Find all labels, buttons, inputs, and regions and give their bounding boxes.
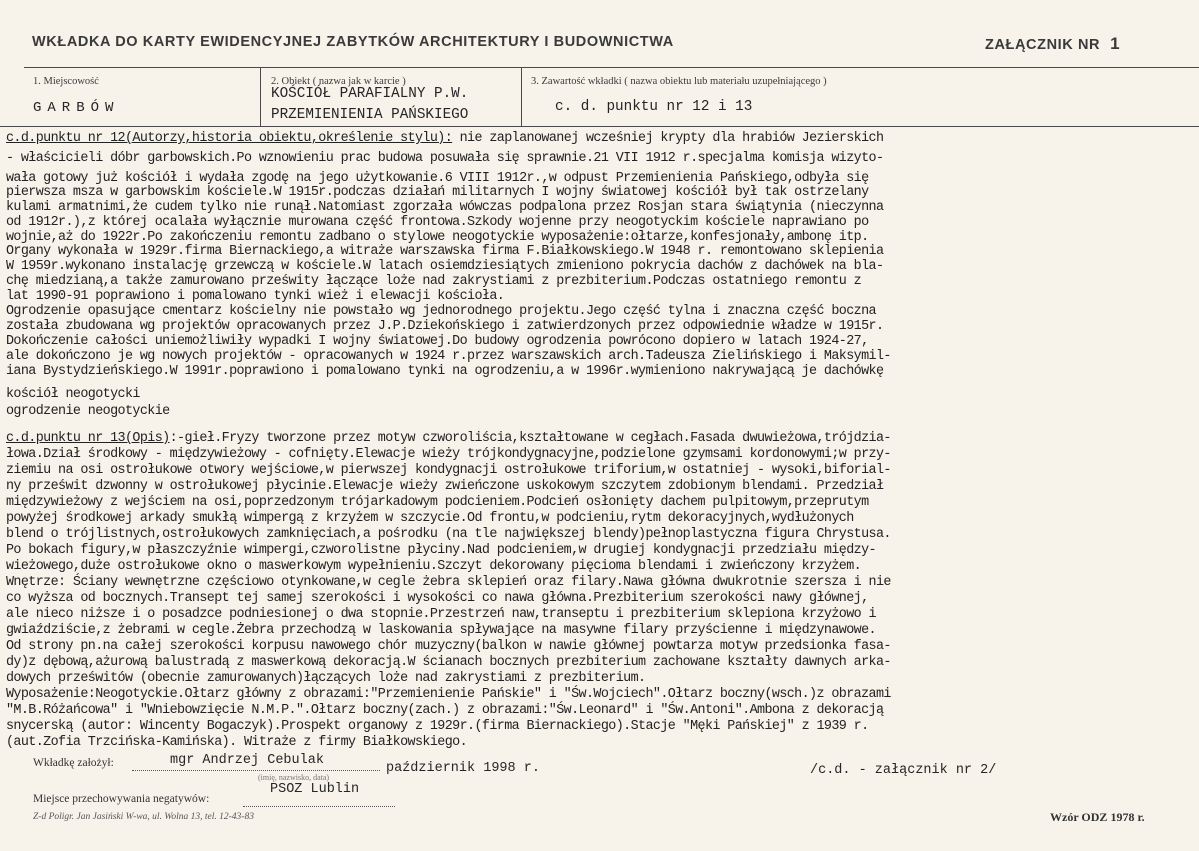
section12-line: pierwsza msza w garbowskim kościele.W 1915r.podczas działań militarnych I wojny światowej kościół był tak ostrzelany xyxy=(6,185,869,200)
object-label: 2. Obiekt ( nazwa jak w karcie ) xyxy=(271,76,406,87)
section12-line: iana Bystydzieńskiego.W 1991r.poprawiono i pomalowano tynki na ogrodzeniu,a w 1996r.wymieniono nakrywającą je dachówkę xyxy=(6,364,884,379)
founder-value: mgr Andrzej Cebulak xyxy=(170,753,324,768)
section12-line: ale dokończono je wg nowych projektów - opracowanych w 1924 r.przez warszawskich arch.Tadeusza Zielińskiego i Maksymil- xyxy=(6,349,891,364)
divider-top xyxy=(24,67,1199,68)
section12-line: chę miedzianą,a także zamurowano prześwity łączące loże nad zakrystiami z prezbiterium.Podczas ostatniego remontu z xyxy=(6,274,862,289)
founder-dotted-line xyxy=(132,770,380,771)
negatives-dotted-line xyxy=(243,806,395,807)
section12-line-0: nie zaplanowanej wcześniej krypty dla hrabiów Jezierskich xyxy=(452,131,884,146)
attachment-label xyxy=(985,34,1120,54)
section12-line: została zbudowana wg projektów opracowanych przez J.P.Dziekońskiego i zatwierdzonych przez odpowiednie władze w 1915r. xyxy=(6,319,884,334)
section12-line: W 1959r.wykonano instalację grzewczą w kościele.W latach osiemdziesiątych zmieniono pokrycia dachów z dachówek na bla- xyxy=(6,259,884,274)
section13-line-0: :-gieł.Fryzy tworzone przez motyw czworoliścia,kształtowane w cegłach.Fasada dwuwieżowa,trójdzia- xyxy=(169,431,891,446)
section12-heading: c.d.punktu nr 12(Autorzy,historia obiektu,określenie stylu): xyxy=(6,131,453,146)
section12-line: wała gotowy już kościół i wydała zgodę na jego użytkowanie.6 VIII 1912r.,w odpust Przemienienia Pańskiego,odbyła się xyxy=(6,171,869,186)
section12-line: kulami armatnimi,że cudem tylko nie runął.Natomiast zgorzała wówczas podpalona przez Rosjan stara świątynia (nieczynna xyxy=(6,200,884,215)
section13-line: Po bokach figury,w płaszczyźnie wimpergi,czworolistne płyciny.Nad podcieniem,w drugiej kondygnacji przedziału między- xyxy=(6,543,876,558)
style-note: ogrodzenie neogotyckie xyxy=(6,404,170,419)
section13-line: "M.B.Różańcowa" i "Wniebowzięcie N.M.P.".Ołtarz boczny(zach.) z obrazami:"Św.Leonard" i "Św.Antoni".Ambona z dekoracją xyxy=(6,703,884,718)
section13-line: łowa.Dział środkowy - międzywieżowy - cofnięty.Elewacje wieży trójkondygnacyjne,podzielone gzymsami kordonowymi;w przy- xyxy=(6,447,891,462)
section13-line: międzywieżowy z wejściem na osi,poprzedzonym trójarkadowym podcieniem.Podcień osłonięty dachem pulpitowym,przeprutym xyxy=(6,495,869,510)
section12-line: - właścicieli dóbr garbowskich.Po wznowieniu prac budowa posuwała się sprawnie.21 VII 1912 r.specjalma komisja wizyto- xyxy=(6,151,884,166)
section13-line: snycerską (autor: Wincenty Bogaczyk).Prospekt organowy z 1929r.(firma Biernackiego).Stacje "Męki Pańskiej" z 1939 r. xyxy=(6,719,869,734)
founder-caption: (imię, nazwisko, data) xyxy=(258,773,330,782)
section13-line: wieżowego,duże ostrołukowe okno o maswerkowym wypełnieniu.Szczyt dekorowany pięcioma blendami i zwieńczony krzyżem. xyxy=(6,559,862,574)
object-value-line2: PRZEMIENIENIA PAŃSKIEGO xyxy=(271,107,469,123)
founding-date: październik 1998 r. xyxy=(386,761,540,776)
printer-imprint: Z-d Poligr. Jan Jasiński W-wa, ul. Wolna 13, tel. 12-43-83 xyxy=(33,812,254,822)
style-note: kościół neogotycki xyxy=(6,387,140,402)
divider-field-2 xyxy=(521,67,522,126)
section13-line: dy)z dębową,ażurową balustradą z maswerkową dekoracją.W ścianach bocznych prezbiterium zachowane kształty dawnych arka- xyxy=(6,655,891,670)
negatives-value: PSOZ Lublin xyxy=(270,782,360,797)
divider-fields-bottom xyxy=(0,126,1199,127)
section12-line: od 1912r.),z której ocalała wyłącznie murowana część frontowa.Szkody wojenne przy neogotyckim kościele naprawiano po xyxy=(6,215,869,230)
section13-line: Wyposażenie:Neogotyckie.Ołtarz główny z obrazami:"Przemienienie Pańskie" i "Św.Wojciech".Ołtarz boczny(wsch.)z obrazami xyxy=(6,687,891,702)
section13-line: ziemiu na osi ostrołukowe otwory wejściowe,w pierwszej kondygnacji ostrołukowe triforium,w ostatniej - wysoki,biforial- xyxy=(6,463,891,478)
attachment-number: 1 xyxy=(1110,34,1121,53)
negatives-label: Miejsce przechowywania negatywów: xyxy=(33,793,210,805)
form-code: Wzór ODZ 1978 r. xyxy=(1050,810,1145,824)
content-label: 3. Zawartość wkładki ( nazwa obiektu lub materiału uzupełniającego ) xyxy=(531,76,827,87)
section13-line: co wyższa od bocznych.Transept tej samej szerokości i wysokości co nawa główna.Prezbiterium szerokości nawy głównej, xyxy=(6,591,869,606)
continuation-note: /c.d. - załącznik nr 2/ xyxy=(810,763,997,778)
section13-line: Od strony pn.na całej szerokości korpusu nawowego chór muzyczny(balkon w nawie głównej powtarza motyw przedsionka fasa- xyxy=(6,639,891,654)
place-value: GARBÓW xyxy=(33,100,120,116)
section13-line: gwiaździście,z żebrami w cegle.Żebra przechodzą w laskowania spływające na masywne filary przyścienne i międzynawowe. xyxy=(6,623,876,638)
founder-label: Wkładkę założył: xyxy=(33,757,114,769)
section12-line: Ogrodzenie opasujące cmentarz kościelny nie powstało wg jednorodnego projektu.Jego część tylna i znaczna część boczna xyxy=(6,304,876,319)
card-title: WKŁADKA DO KARTY EWIDENCYJNEJ ZABYTKÓW ARCHITEKTURY I BUDOWNICTWA xyxy=(32,34,674,50)
section13-line: ny prześwit dzwonny w ostrołukowej płycinie.Elewacje wieży zwieńczone uskokowym szczytem zdobionym blendami. Przedział xyxy=(6,479,884,494)
section13-line: blend o trójlistnych,ostrołukowych zamknięciach,a pośrodku (na tle największej blendy)pełnoplastyczna figura Chrystusa. xyxy=(6,527,891,542)
divider-field-1 xyxy=(260,67,261,126)
section12-line: Organy wykonała w 1929r.firma Biernackiego,a witraże warszawska firma F.Białkowskiego.W 1948 r. remontowano sklepienia xyxy=(6,244,884,259)
attachment-label-text: ZAŁĄCZNIK NR xyxy=(985,37,1101,53)
section12-line: lat 1990-91 poprawiono i pomalowano tynki wież i elewacji kościoła. xyxy=(6,289,505,304)
section13-line: dowych prześwitów (obecnie zamurowanych)łączących loże nad zakrystiami z prezbiterium. xyxy=(6,671,646,686)
content-value: c. d. punktu nr 12 i 13 xyxy=(555,99,753,115)
section13-line: powyżej środkowej arkady smukłą wimpergą z krzyżem w szczycie.Od frontu,w podcieniu,rytm dekoracyjnych,wydłużonych xyxy=(6,511,854,526)
place-label: 1. Miejscowość xyxy=(33,76,99,87)
section12-line xyxy=(6,132,883,146)
section13-line: ale nieco niższe i o posadzce podniesionej o dwa stopnie.Przestrzeń naw,transeptu i prezbiterium sklepiona krzyżowo i xyxy=(6,607,876,622)
section12-line: Dokończenie całości uniemożliwiły wypadki I wojny światowej.Do budowy ogrodzenia powrócono dopiero w latach 1924-27, xyxy=(6,334,869,349)
object-value-line1: KOŚCIÓŁ PARAFIALNY P.W. xyxy=(271,86,469,102)
section12-line: wojnie,aż do 1922r.Po zakończeniu remontu zadbano o stylowe neogotyckie wyposażenie:ołtarze,konfesjonały,ambonę itp. xyxy=(6,230,869,245)
section13-heading: c.d.punktu nr 13(Opis) xyxy=(6,431,170,446)
section13-line: (aut.Zofia Trzcińska-Kamińska). Witraże z firmy Białkowskiego. xyxy=(6,735,468,750)
section13-line xyxy=(6,432,891,446)
section13-line: Wnętrze: Ściany wewnętrzne częściowo otynkowane,w cegle żebra sklepień oraz filary.Nawa główna dwukrotnie szersza i nie xyxy=(6,575,891,590)
